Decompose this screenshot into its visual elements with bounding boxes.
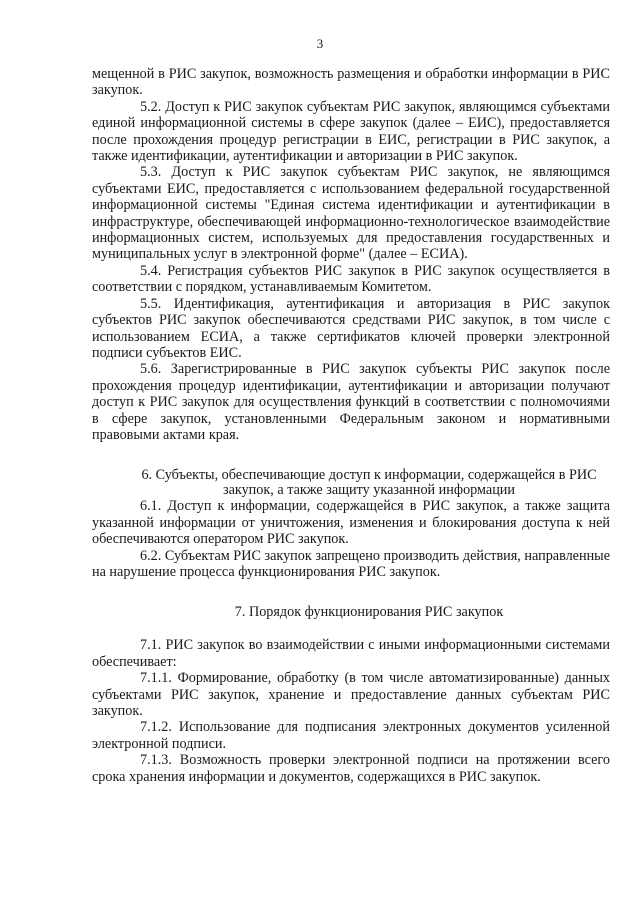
paragraph: 5.3. Доступ к РИС закупок субъектам РИС закупок, не являющимся субъектами ЕИС, предоставляется с использованием федеральной государственной информационной системы "Единая система идентификации и аутентификации в инфраструктуре, обеспечивающей информационно-технологическое взаимодействие информационных систем, используемых для предоставления государственных и муниципальных услуг в электронной форме" (далее – ЕСИА). [92, 164, 610, 263]
paragraph: 6.1. Доступ к информации, содержащейся в РИС закупок, а также защита указанной информации от уничтожения, изменения и блокирования доступа к ней обеспечиваются оператором РИС закупок. [92, 498, 610, 548]
section-spacer [92, 443, 610, 468]
section-spacer [92, 620, 610, 637]
section-heading: 7. Порядок функционирования РИС закупок [234, 604, 504, 621]
paragraph: 7.1. РИС закупок во взаимодействии с иными информационными системами обеспечивает: [92, 637, 610, 670]
page-number: 3 [316, 36, 324, 51]
paragraph: 7.1.3. Возможность проверки электронной подписи на протяжении всего срока хранения информации и документов, содержащихся в РИС закупок. [92, 752, 610, 785]
document-body [92, 66, 610, 785]
paragraph: 6.2. Субъектам РИС закупок запрещено производить действия, направленные на нарушение процесса функционирования РИС закупок. [92, 547, 610, 580]
paragraph: 5.5. Идентификация, аутентификация и авторизация в РИС закупок субъектов РИС закупок обеспечиваются средствами РИС закупок, в том числе с использованием ЕСИА, а также сертификатов ключей проверки электронной подписи субъектов ЕИС. [92, 295, 610, 361]
paragraph: мещенной в РИС закупок, возможность размещения и обработки информации в РИС закупок. [92, 66, 610, 99]
section-heading: 6. Субъекты, обеспечивающие доступ к информации, содержащейся в РИС закупок, а также защиту указанной информации [141, 467, 597, 499]
section-spacer [92, 580, 610, 605]
paragraph: 5.4. Регистрация субъектов РИС закупок в РИС закупок осуществляется в соответствии с порядком, устанавливаемым Комитетом. [92, 262, 610, 296]
paragraph: 5.2. Доступ к РИС закупок субъектам РИС закупок, являющимся субъектами единой информационной системы в сфере закупок (далее – ЕИС), предоставляется после прохождения процедур регистрации в ЕИС, регистрации в РИС закупок, а также идентификации, аутентификации и авторизации в РИС закупок. [92, 98, 610, 165]
paragraph: 5.6. Зарегистрированные в РИС закупок субъекты РИС закупок после прохождения процедур идентификации, аутентификации и авторизации получают доступ к РИС закупок для осуществления функций в соответствии с полномочиями в сфере закупок, установленными Федеральным законом и нормативными правовыми актами края. [92, 361, 610, 443]
paragraph: 7.1.1. Формирование, обработку (в том числе автоматизированные) данных субъектами РИС закупок, хранение и предоставление данных субъектам РИС закупок. [92, 670, 610, 719]
paragraph: 7.1.2. Использование для подписания электронных документов усиленной электронной подписи. [92, 719, 610, 752]
